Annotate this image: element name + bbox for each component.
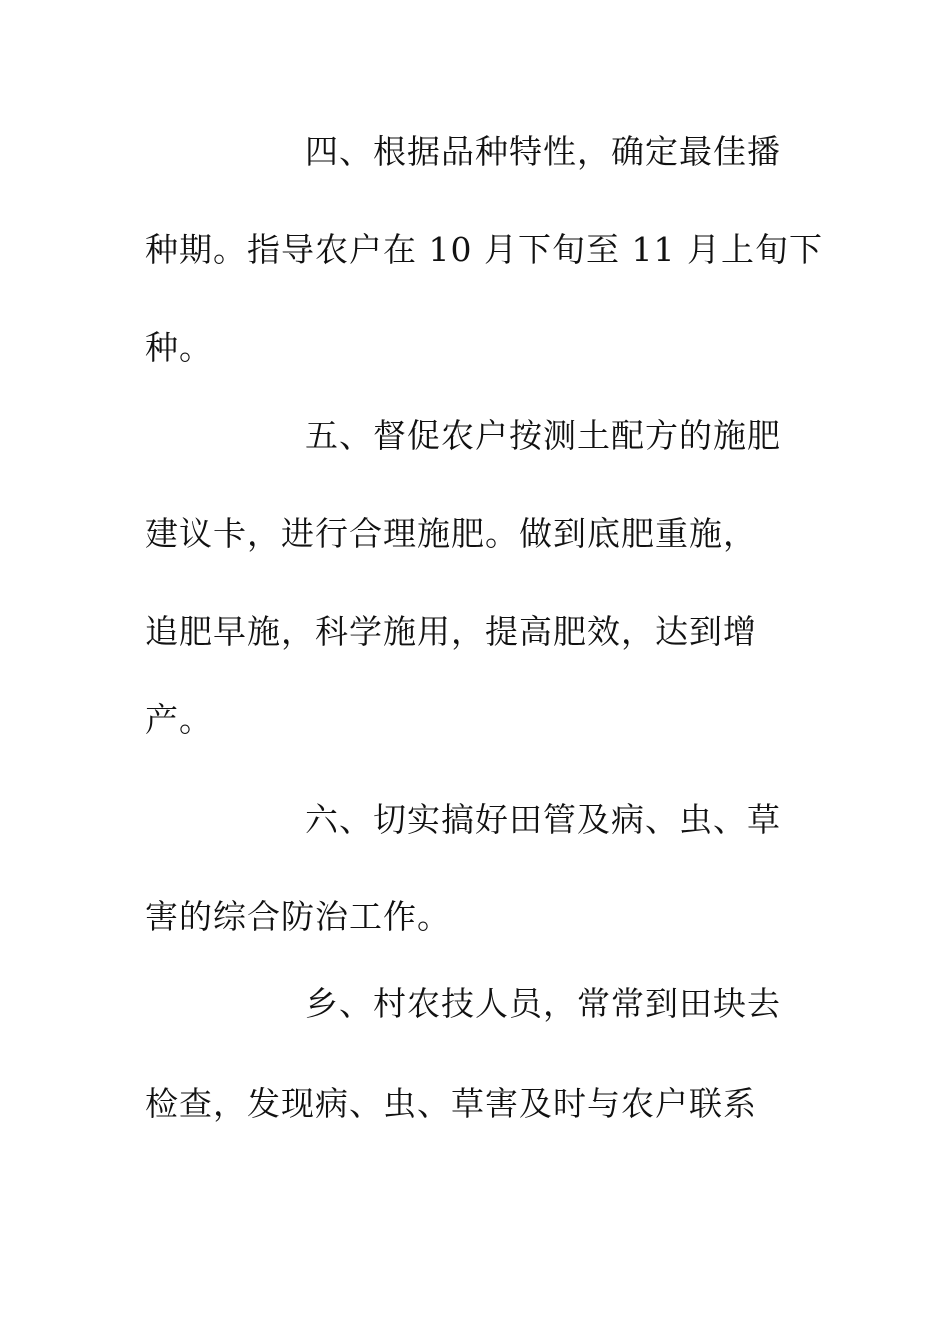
- paragraph-5-line-1: 五、督促农户按测土配方的施肥: [305, 416, 781, 455]
- paragraph-7-line-1: 乡、村农技人员，常常到田块去: [305, 984, 781, 1023]
- paragraph-6-line-1: 六、切实搞好田管及病、虫、草: [305, 800, 781, 839]
- paragraph-5-line-2: 建议卡，进行合理施肥。做到底肥重施，: [145, 514, 757, 553]
- paragraph-7-line-2: 检查，发现病、虫、草害及时与农户联系: [145, 1084, 757, 1123]
- paragraph-4-line-3: 种。: [145, 328, 213, 367]
- paragraph-4-line-2: 种期。指导农户在 10 月下旬至 11 月上旬下: [145, 230, 823, 269]
- paragraph-5-line-3: 追肥早施，科学施用，提高肥效，达到增: [145, 612, 757, 651]
- paragraph-5-line-4: 产。: [145, 700, 213, 739]
- paragraph-4-line-1: 四、根据品种特性，确定最佳播: [305, 132, 781, 171]
- paragraph-6-line-2: 害的综合防治工作。: [145, 897, 451, 936]
